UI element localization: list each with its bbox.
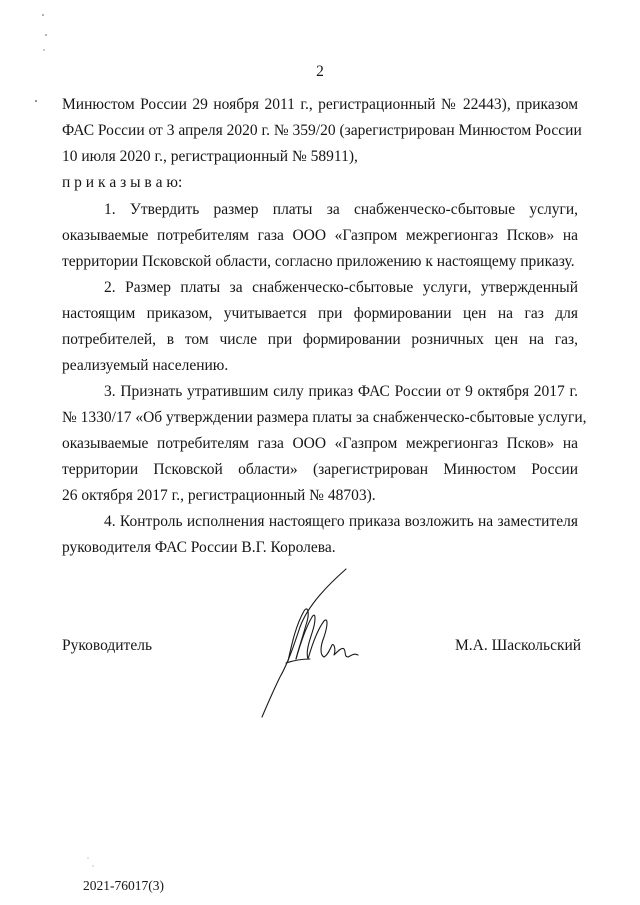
document-number: 2021-76017(3) <box>83 878 164 893</box>
text-line: оказываемые потребителям газа ООО «Газпром межрегионгаз Псков» на <box>62 227 578 244</box>
text-line: реализуемый населению. <box>62 357 229 374</box>
text-line: оказываемые потребителям газа ООО «Газпром межрегионгаз Псков» на <box>62 435 578 452</box>
handwritten-signature <box>258 565 368 725</box>
text-line: 3. Признать утратившим силу приказ ФАС России от 9 октября 2017 г. <box>104 383 578 400</box>
text-line: ФАС России от 3 апреля 2020 г. № 359/20 (зарегистрирован Минюстом России <box>62 122 582 139</box>
text-line: 2. Размер платы за снабженческо-сбытовые услуги, утвержденный <box>104 279 578 296</box>
text-line: руководителя ФАС России В.Г. Королева. <box>62 539 336 556</box>
text-line: 10 июля 2020 г., регистрационный № 58911), <box>62 148 358 165</box>
text-line: № 1330/17 «Об утверждении размера платы за снабженческо-сбытовые услуги, <box>62 409 587 426</box>
text-line: Минюстом России 29 ноября 2011 г., регистрационный № 22443), приказом <box>62 96 578 113</box>
text-line: 26 октября 2017 г., регистрационный № 48703). <box>62 487 376 504</box>
signatory-role: Руководитель <box>62 637 153 654</box>
signatory-name: М.А. Шаскольский <box>455 637 582 654</box>
text-line: 4. Контроль исполнения настоящего приказа возложить на заместителя <box>104 513 578 530</box>
text-line: потребителей, в том числе при формировании розничных цен на газ, <box>62 331 578 348</box>
text-line: территории Псковской области, согласно приложению к настоящему приказу. <box>62 253 575 270</box>
page-number: 2 <box>316 63 324 80</box>
text-line: 1. Утвердить размер платы за снабженческо-сбытовые услуги, <box>104 201 578 218</box>
order-heading: п р и к а з ы в а ю: <box>62 174 183 191</box>
text-line: территории Псковской области» (зарегистрирован Минюстом России <box>62 461 578 478</box>
text-line: настоящим приказом, учитывается при формировании цен на газ для <box>62 305 578 322</box>
